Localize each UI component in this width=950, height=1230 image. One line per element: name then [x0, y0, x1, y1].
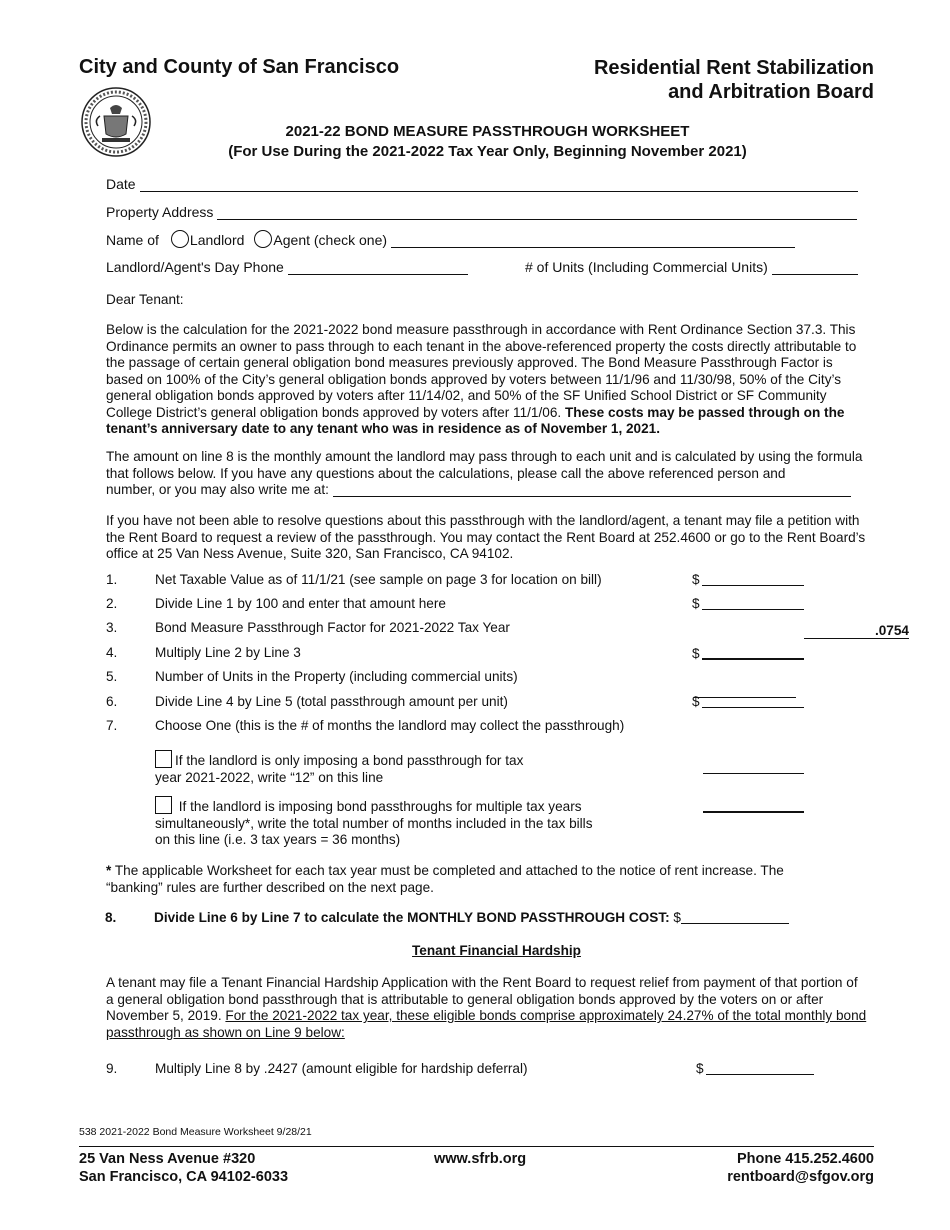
paragraph-petition: If you have not been able to resolve questions about this passthrough with the landlord/agent, a tenant may file a petition with the Rent Board to request a review of the passthrough. You may contact the Rent Board at 252.4600 or go to the Rent Board’s office at 25 Van Ness Avenue, Suite 320, San Francisco, CA 94102.	[106, 513, 866, 561]
line-item-number: 5.	[106, 669, 118, 684]
dollar-sign: $	[696, 1061, 704, 1076]
salutation: Dear Tenant:	[106, 292, 184, 307]
date-field[interactable]	[140, 177, 858, 192]
line-item-amount[interactable]	[692, 694, 804, 709]
line-item-text: Multiply Line 2 by Line 3	[155, 645, 301, 660]
property-address-field[interactable]	[217, 205, 857, 220]
address-line2: San Francisco, CA 94102-6033	[79, 1169, 289, 1185]
line-item-number: 7.	[106, 718, 118, 733]
dollar-sign: $	[692, 646, 700, 661]
line-item-4	[106, 645, 816, 663]
rent-board-heading	[594, 56, 874, 104]
line-item-number: 9.	[106, 1061, 118, 1076]
landlord-radio[interactable]	[171, 230, 189, 248]
line-item-2	[106, 596, 816, 614]
line-item-number: 3.	[106, 620, 118, 635]
line-item-text: Multiply Line 8 by .2427 (amount eligible for hardship deferral)	[155, 1061, 528, 1076]
line-item-amount[interactable]	[692, 596, 804, 611]
line-item-amount[interactable]	[696, 1061, 821, 1076]
line-item-number: 6.	[106, 694, 118, 709]
email-link[interactable]: rentboard@sfgov.org	[727, 1169, 874, 1185]
footer-contact	[727, 1150, 874, 1186]
line-item-text: Choose One (this is the # of months the landlord may collect the passthrough)	[155, 718, 625, 733]
agent-label: Agent (check one)	[273, 232, 388, 248]
line-item-text: Net Taxable Value as of 11/1/21 (see sample on page 3 for location on bill)	[155, 572, 602, 587]
date-row	[106, 176, 858, 192]
property-address-row	[106, 204, 857, 220]
phone-label: Landlord/Agent's Day Phone	[106, 259, 284, 275]
title-line1: 2021-22 BOND MEASURE PASSTHROUGH WORKSHEET	[285, 123, 690, 140]
name-field[interactable]	[391, 233, 795, 248]
property-address-label: Property Address	[106, 204, 214, 220]
passthrough-factor-value: .0754	[874, 623, 909, 638]
agent-radio[interactable]	[254, 230, 272, 248]
phone-number: Phone 415.252.4600	[736, 1151, 874, 1167]
units-field[interactable]	[772, 260, 858, 275]
hardship-heading: Tenant Financial Hardship	[412, 943, 581, 958]
line-item-text: Number of Units in the Property (including commercial units)	[155, 669, 518, 684]
line-item-3	[106, 620, 909, 638]
address-line1: 25 Van Ness Avenue #320	[79, 1151, 256, 1167]
choice-single-year	[155, 750, 523, 786]
footer-address	[79, 1150, 288, 1186]
hardship-text-underlined: For the 2021-2022 tax year, these eligible bonds comprise approximately 24.27% of the total monthly bond passthrough as shown on Line 9 below:	[106, 1008, 867, 1040]
line-item-7	[106, 718, 816, 736]
line-item-amount[interactable]	[692, 645, 804, 661]
paragraph-line8	[106, 449, 868, 482]
name-of-row	[106, 230, 795, 248]
hardship-paragraph	[106, 975, 868, 1041]
footer-divider	[79, 1146, 874, 1147]
single-year-months-field[interactable]	[703, 773, 804, 774]
monthly-cost-field[interactable]	[681, 910, 789, 924]
choice-single-line1: If the landlord is only imposing a bond passthrough for tax	[175, 753, 524, 768]
title-line2: (For Use During the 2021-2022 Tax Year Only, Beginning November 2021)	[228, 143, 747, 160]
choice-single-line2: year 2021-2022, write “12” on this line	[155, 769, 384, 785]
paragraph-calculation-text: Below is the calculation for the 2021-2022 bond measure passthrough in accordance with Rent Ordinance Section 37.3. This Ordinance permits an owner to pass through to each tenant in the above-referenced property the costs directly attributable to the passage of certain general obligation bond measures previously approved. The Bond Measure Passthrough Factor is based on 100% of the City’s general obligation bonds approved by voters between 11/1/96 and 11/30/98, 50% of the City’s general obligation bonds approved by voters after 11/14/02, and 50% of the SF Unified School District or SF Community College District’s general obligation bonds approved by voters after 11/1/06.	[106, 322, 857, 420]
line-item-text: Divide Line 1 by 100 and enter that amount here	[155, 596, 446, 611]
dollar-sign: $	[692, 694, 700, 709]
form-id: 538 2021-2022 Bond Measure Worksheet 9/28/21	[79, 1126, 312, 1138]
note-text: The applicable Worksheet for each tax year must be completed and attached to the notice of rent increase. The	[111, 863, 784, 878]
dollar-sign: $	[692, 572, 700, 587]
monthly-cost-label: Divide Line 6 by Line 7 to calculate the MONTHLY BOND PASSTHROUGH COST:	[154, 910, 670, 925]
line-item-amount	[804, 623, 909, 639]
rent-board-heading-line1: Residential Rent Stabilization	[593, 57, 874, 79]
paragraph-line8-text: The amount on line 8 is the monthly amount the landlord may pass through to each unit and is calculated by using the formula that follows below. If you have any questions about the calculations, please call the above referenced person and	[106, 449, 863, 481]
units-label: # of Units (Including Commercial Units)	[525, 259, 768, 275]
paragraph-calculation-bold: These costs may be passed through on the tenant’s anniversary date to any tenant who was in residence as of November 1, 2021.	[106, 404, 845, 436]
units-row	[525, 259, 858, 275]
line-item-6	[106, 694, 816, 712]
choice-multi-line2: simultaneously*, write the total number of months included in the tax bills	[155, 815, 593, 831]
line-item-number: 1.	[106, 572, 118, 587]
line-item-1	[106, 572, 816, 590]
banking-note	[106, 863, 868, 896]
line-item-5	[106, 669, 816, 687]
rent-board-heading-line2: and Arbitration Board	[668, 81, 874, 103]
name-of-label: Name of	[106, 232, 159, 248]
note-line2: “banking” rules are further described on the next page.	[106, 879, 434, 895]
choice-multi-line1: If the landlord is imposing bond passthroughs for multiple tax years	[178, 799, 582, 814]
write-me-label: number, or you may also write me at:	[106, 482, 329, 497]
worksheet-title	[0, 122, 950, 162]
date-label: Date	[106, 176, 136, 192]
paragraph-calculation	[106, 322, 868, 438]
line-item-text	[154, 910, 789, 925]
line-item-number: 4.	[106, 645, 118, 660]
line-item-amount[interactable]	[692, 572, 804, 587]
note-star: *	[106, 863, 112, 878]
hardship-text: A tenant may file a Tenant Financial Hardship Application with the Rent Board to request relief from payment of that portion of a general obligation bond passthrough that is attributable to general obligation bonds approved by the voters on or after November 5, 2019.	[106, 975, 858, 1023]
single-year-checkbox[interactable]	[155, 750, 172, 768]
city-county-heading: City and County of San Francisco	[79, 56, 400, 78]
write-me-row	[106, 482, 851, 497]
line-item-9	[106, 1061, 816, 1079]
line-item-number: 8.	[105, 910, 117, 925]
hardship-heading-wrap	[0, 943, 950, 958]
website-link[interactable]: www.sfrb.org	[434, 1151, 527, 1167]
choice-multi-line3: on this line (i.e. 3 tax years = 36 months)	[155, 832, 401, 847]
phone-row	[106, 259, 468, 275]
line-item-text: Bond Measure Passthrough Factor for 2021-2022 Tax Year	[155, 620, 510, 635]
line-item-number: 2.	[106, 596, 118, 611]
landlord-label: Landlord	[189, 232, 245, 248]
dollar-sign: $	[692, 596, 700, 611]
phone-field[interactable]	[288, 260, 468, 275]
choice-multiple-years	[155, 796, 593, 849]
multiple-years-months-field[interactable]	[703, 811, 804, 813]
multiple-years-checkbox[interactable]	[155, 796, 172, 814]
write-me-field[interactable]	[333, 482, 851, 497]
line-item-text: Divide Line 4 by Line 5 (total passthrough amount per unit)	[155, 694, 508, 709]
dollar-sign: $	[673, 910, 681, 925]
